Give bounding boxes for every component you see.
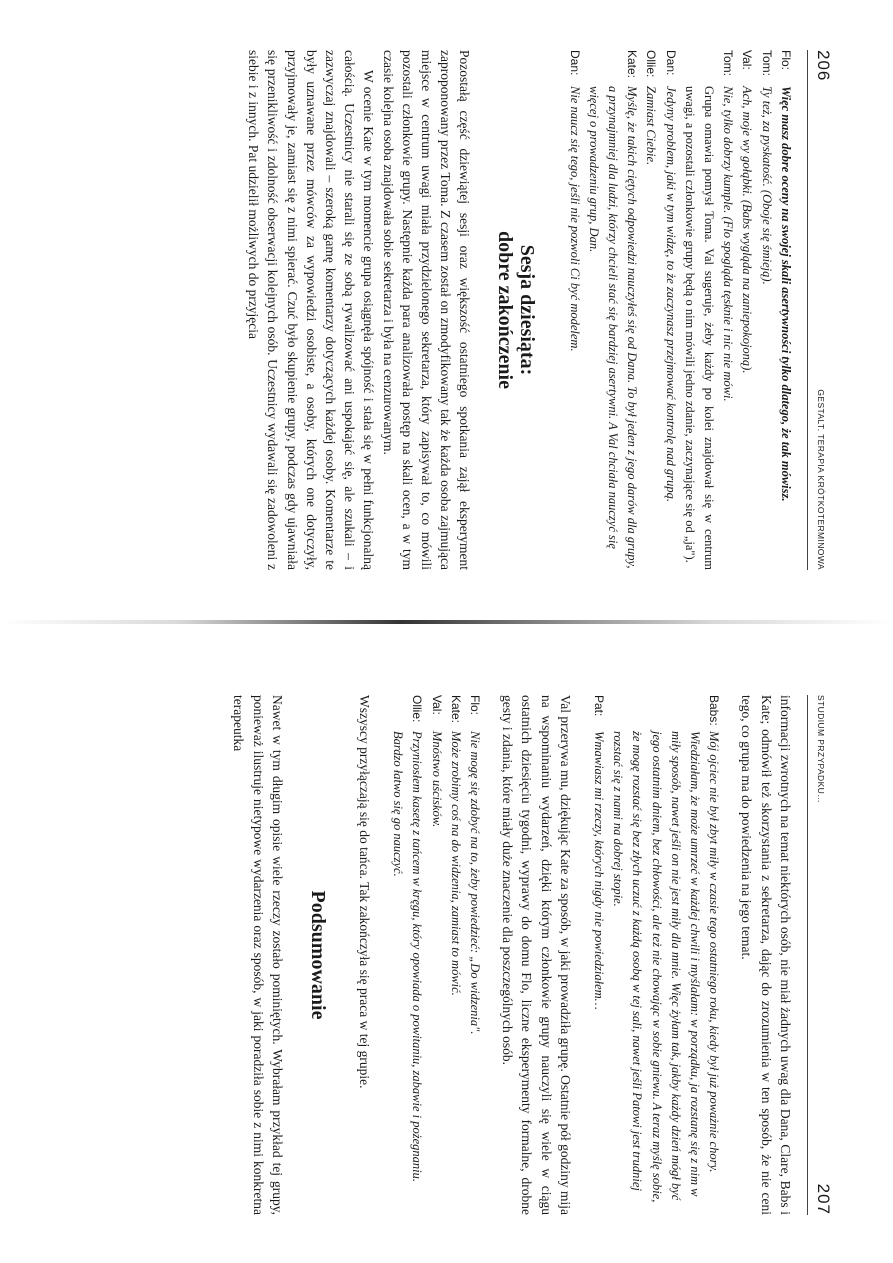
section-title-line-1: Sesja dziesiąta:	[516, 244, 539, 376]
dialogue-line	[756, 50, 775, 570]
page-207	[0, 645, 893, 1255]
utterance: Ty też, za pyskatość. (Obojе się śmieją).	[759, 86, 774, 285]
page-gutter-shadow	[0, 620, 893, 624]
section-heading: Podsumowanie	[306, 890, 329, 1020]
speaker: Dan:	[663, 50, 678, 76]
utterance: Może zrobimy coś na do widzenia, zamiast to mówić.	[448, 731, 463, 996]
utterance: Przyniosłem kasetę z tańcem w kręgu, który opowiada o powitaniu, zabawie i pożegnaniu. Bardzo łatwo się go nauczyć.	[391, 731, 425, 1182]
speaker: Tom:	[721, 50, 736, 77]
running-title: GESTALT. TERAPIA KRÓTKOTERMINOWA	[816, 389, 826, 570]
section-heading	[494, 50, 538, 570]
utterance: Mnóstwo uścisków.	[429, 731, 444, 828]
section-title-line-2: dobre zakończenie	[494, 231, 517, 389]
page-number: 206	[814, 50, 833, 82]
body-paragraph: W ocenie Kate w tym momencie grupa osiągnęła spójność i stała się w pełni funkcjonalną całością. Uczestnicy nie starali się ze sobą rywalizować ani uspokajać się, ale szukali – i zazwyczaj znajdowali – szeroką gamę komentarzy dotyczących każdej osoby. Komentarze te były uznawane przez mówców za wypowiedzi osobiste, a osoby, których one dotyczyły, przyjmowały je, zamiast się z nimi spierać. Czuć było skupienie grupy, podczas gdy ujawniała się przenikliwość i zdolność obserwacji kolejnych osób. Uczestnicy wydawali się zadowoleni z siebie i z innych. Pat udzielił możliwych do przyjęcia	[246, 50, 377, 570]
speaker: Val:	[429, 695, 444, 715]
dialogue-line	[584, 50, 642, 570]
dialogue-line	[564, 50, 583, 570]
speaker: Ollie:	[644, 50, 659, 78]
running-head-206	[807, 50, 833, 570]
speaker: Pat:	[591, 695, 606, 717]
speaker: Flo:	[467, 695, 482, 716]
body-paragraph: Val przerywa mu, dziękując Kate za sposób, w jaki prowadziła grupę. Ostatnie pół godziny mija na wspominaniu wydarzeń, dzięki którym członkowie grupy nauczyli się wiele w ciągu ostatnich dziesięciu tygodni, wyprawy do domu Flo, liczne eksperymenty formalne, drobne gesty i zdania, które miały duże znaczenie dla poszczególnych osób.	[500, 695, 573, 1215]
speaker: Tom:	[759, 50, 774, 77]
running-title: STUDIUM PRZYPADKU…	[816, 695, 826, 804]
body-paragraph: informacji zwrotnych na temat niektórych osób, nie miał żadnych uwag dla Dana, Clare, Babs i Kate; odmówił też skorzystania z sekretarza, dając do zrozumienia w ten sposób, że nie ceni tego, co grupa ma do powiedzenia na jego temat.	[739, 695, 793, 1215]
dialogue-line	[426, 695, 445, 1215]
utterance: Wmawiasz mi rzeczy, których nigdy nie powiedziałem…	[591, 731, 606, 1010]
speaker: Kate:	[625, 50, 640, 79]
body-paragraph: Nawet w tym długim opisie wiele rzeczy zostało pominiętych. Wybrałam przykład tej grupy, ponieważ ilustruje nietypowe wydarzenia oraz sposób, w jaki poradziła sobie z nimi konkretna terapeutka	[231, 695, 285, 1215]
utterance: Nie naucz się tego, jeśli nie pozwoli Ci być modelem.	[567, 86, 582, 352]
page-206	[0, 0, 893, 610]
dialogue-line	[589, 695, 608, 1215]
dialogue-line	[388, 695, 426, 1215]
page-206-content	[30, 50, 833, 570]
utterance: Mój ojciec nie był zbyt miły w czasie tego ostatniego roku, kiedy był już poważnie chory. Wiedziałam, że może umrzeć w każdej chwili i myślałam: w porządku, ja rozstanę się z nim w miły sposób, nawet jeśli on nie jest miły dla mnie. Więc żyłam tak, jakby każdy dzień mógł być jego ostatnim dniem, bez chłowości, ale też nie chowając w sobie gniewu. A teraz myślę sobie, że mogę rozstać się bez złych uczuć z każdą osobą w tej sali, nawet jeśli Patowi jest trudniej rozstać się z nami na dobrej stopie.	[611, 731, 722, 1203]
dialogue-line	[737, 50, 756, 570]
speaker: Babs:	[707, 695, 722, 726]
dialogue-line	[608, 695, 723, 1215]
speaker: Val:	[740, 50, 755, 70]
utterance: Myślę, że takich ciętych odpowiedzi nauczyłeś się od Dana. To był jeden z jego darów dla grupy, a przynajmniej dla ludzi, którzy chcieli stać się bardziej asertywni. A Val chciała nauczyć się więcej o prowadzeniu grup, Dan.	[586, 86, 640, 569]
page-number: 207	[814, 1183, 833, 1215]
dialogue-line	[641, 50, 660, 570]
dialogue-line	[446, 695, 465, 1215]
running-head-207	[807, 695, 833, 1215]
dialogue-line	[465, 695, 484, 1215]
speaker: Flo:	[778, 50, 793, 71]
speaker: Kate:	[448, 695, 463, 724]
utterance: Ach, moje wy gołąbki. (Babs wygląda na zaniepokojoną).	[740, 86, 755, 374]
utterance: Jedyny problem, jaki w tym widzę, to że zaczynasz przejmować kontrolę nad grupą.	[663, 86, 678, 503]
utterance: Więc masz dobre oceny na swojej skali asertywności tylko dlatego, że tak mówisz.	[778, 86, 793, 502]
utterance: Nie mogę się zdobyć na to, żeby powiedzieć: „Do widzenia".	[467, 731, 482, 1035]
body-paragraph: Pozostałą część dziewiątej sesji oraz większość ostatniego spotkania zajął eksperyment zaproponowany przez Toma. Z czasem został on zmodyfikowany tak że każda osoba zajmująca miejsce w centrum uwagi miała przydzielonego sekretarza, który zapisywał to, co mówili pozostali członkowie grupy. Następnie każda para analizowała postęp na skali ocen, a w tym czasie kolejna osoba znajdowała sobie sekretarza i była na cenzurowanym.	[380, 50, 473, 570]
page-207-content	[30, 695, 833, 1215]
dialogue-line	[776, 50, 795, 570]
body-paragraph: Wszyscy przyłączają się do tańca. Tak zakończyła się praca w tej grupie.	[356, 695, 372, 1089]
utterance: Zamiast Ciebie.	[644, 86, 659, 166]
narration: Grupa omawia pomysł Toma. Val sugeruje, żeby każdy po kolei znajdował się w centrum uwagi, a pozostali członkowie grupy będą o nim mówili jedno zdanie, zaczynające się od „ja").	[682, 86, 716, 570]
dialogue-line	[718, 50, 737, 570]
dialogue-line	[660, 50, 679, 570]
utterance: Nie, tylko dobrzy kumple. (Flo spogląda tęsknie i nic nie mówi.	[721, 86, 736, 402]
speaker: Ollie:	[410, 695, 425, 723]
speaker: Dan:	[567, 50, 582, 76]
